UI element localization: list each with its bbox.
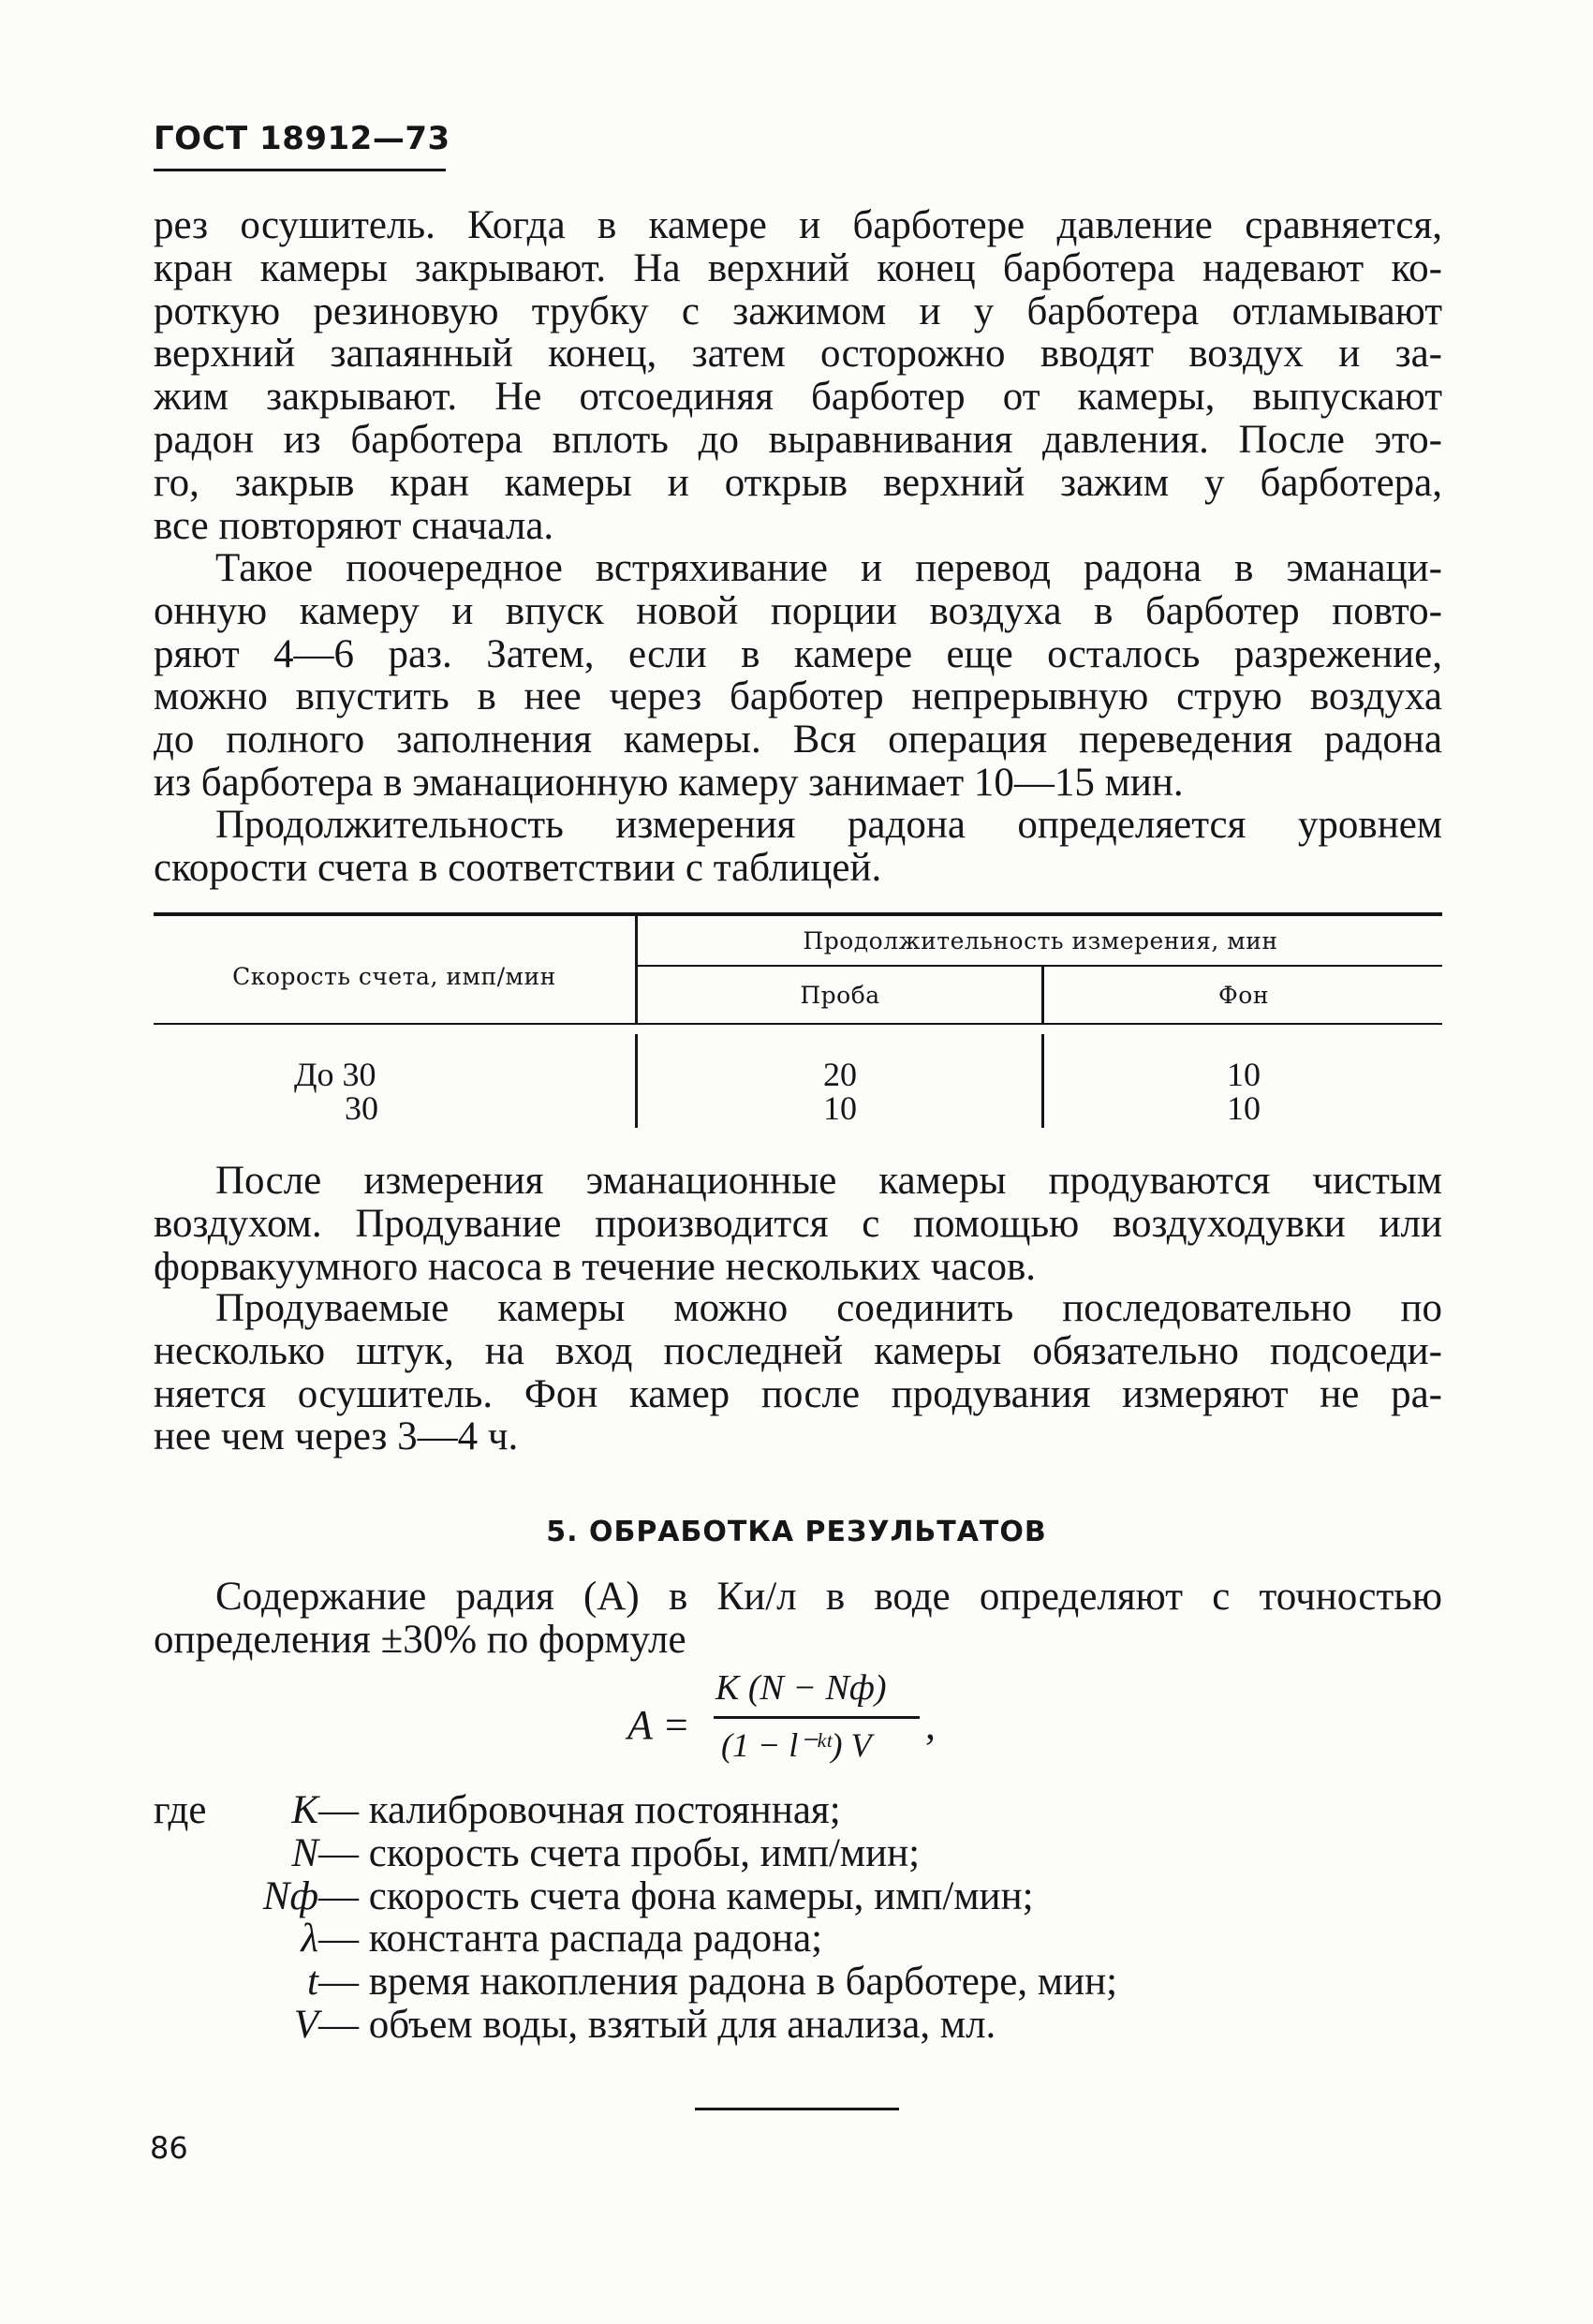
table-cell-rate: 30: [345, 1089, 378, 1127]
definition-item: [154, 1832, 1442, 1875]
radium-formula: [627, 1667, 965, 1780]
symbol-definitions: [154, 1789, 1442, 2047]
paragraph-6: [154, 1576, 1442, 1662]
where-label: где: [154, 1788, 207, 1832]
table-cell-sample: 20: [823, 1056, 857, 1093]
text-line: Содержание радия (А) в Ки/л в воде определяют с точностью: [215, 1575, 1442, 1619]
text-line: ряют 4—6 раз. Затем, если в камере еще осталось разрежение,: [154, 631, 1442, 676]
text-line: форвакуумного насоса в течение нескольких часов.: [154, 1244, 1037, 1289]
text-line: верхний запаянный конец, затем осторожно вводят воздух и за-: [154, 332, 1442, 377]
definition-text: — константа распада радона;: [318, 1917, 823, 1961]
text-line: После измерения эманационные камеры продуваются чистым: [215, 1159, 1442, 1203]
text-line: няется осушитель. Фон камер после продувания измеряют не ра-: [154, 1371, 1442, 1416]
definition-text: — калибровочная постоянная;: [318, 1788, 841, 1832]
text-line: несколько штук, на вход последней камеры обязательно подсоеди-: [154, 1328, 1442, 1373]
text-line: Продолжительность измерения радона определяется уровнем: [215, 803, 1442, 847]
document-header: ГОСТ 18912—73: [154, 120, 450, 157]
table-cell-background: 10: [1227, 1089, 1261, 1127]
formula-numerator: K (N − Nф): [715, 1668, 887, 1708]
definition-text: — скорость счета фона камеры, имп/мин;: [318, 1873, 1034, 1918]
definition-item: [154, 1961, 1442, 2004]
text-line: онную камеру и впуск новой порции воздуха в барботер повто-: [154, 588, 1442, 633]
definition-item: [154, 2004, 1442, 2047]
definition-item: [154, 1789, 1442, 1832]
text-line: скорости счета в соответствии с таблицей.: [154, 845, 882, 890]
definition-text: — время накопления радона в барботере, мин;: [318, 1960, 1118, 2005]
table-group-rule: [637, 965, 1442, 967]
table-header-rule: [154, 1023, 1442, 1025]
table-header-background: Фон: [1218, 982, 1269, 1009]
paragraph-3: [154, 804, 1442, 890]
definition-symbol: λ: [301, 1917, 318, 1961]
section-title: 5. ОБРАБОТКА РЕЗУЛЬТАТОВ: [546, 1516, 1047, 1548]
table-column-divider: [635, 916, 638, 1023]
table-column-divider: [1041, 967, 1044, 1023]
measurement-duration-table: [154, 912, 1442, 1128]
page-number: 86: [150, 2130, 188, 2166]
definition-text: — объем воды, взятый для анализа, мл.: [318, 2002, 996, 2047]
table-cell-background: 10: [1227, 1056, 1261, 1093]
text-line: го, закрыв кран камеры и открыв верхний зажим у барботера,: [154, 460, 1442, 505]
text-line: радон из барботера вплоть до выравнивания давления. После это-: [154, 417, 1442, 462]
text-line: из барботера в эманационную камеру занимает 10—15 мин.: [154, 760, 1184, 805]
table-top-rule: [154, 912, 1442, 916]
text-line: все повторяют сначала.: [154, 503, 554, 548]
table-header-rate: Скорость счета, имп/мин: [232, 963, 556, 990]
text-line: Такое поочередное встряхивание и перевод радона в эманаци-: [215, 546, 1442, 590]
table-cell-sample: 10: [823, 1089, 857, 1127]
header-underline: [154, 169, 446, 171]
definition-item: [154, 1917, 1442, 1961]
footer-separator: [695, 2108, 899, 2110]
text-line: кран камеры закрывают. На верхний конец барботера надевают ко-: [154, 245, 1442, 290]
text-line: роткую резиновую трубку с зажимом и у барботера отламывают: [154, 289, 1442, 333]
text-line: можно впустить в нее через барботер непрерывную струю воздуха: [154, 674, 1442, 719]
text-line: определения ±30% по формуле: [154, 1617, 686, 1662]
paragraph-4: [154, 1160, 1442, 1288]
text-line: нее чем через 3—4 ч.: [154, 1414, 519, 1459]
paragraph-1: [154, 204, 1442, 547]
text-line: рез осушитель. Когда в камере и барботере давление сравняется,: [154, 203, 1442, 247]
table-header-sample: Проба: [800, 982, 880, 1009]
text-line: жим закрывают. Не отсоединяя барботер от камеры, выпускают: [154, 375, 1442, 420]
table-header-duration: Продолжительность измерения, мин: [803, 927, 1278, 955]
fraction-bar: [714, 1716, 920, 1719]
formula-comma: ,: [925, 1702, 936, 1748]
definition-item: [154, 1875, 1442, 1918]
table-column-divider: [635, 1034, 638, 1128]
definition-symbol: K: [291, 1788, 318, 1832]
definition-symbol: Nф: [262, 1873, 318, 1918]
formula-denominator: (1 − l⁻ᵏᵗ) V: [721, 1726, 872, 1764]
definition-symbol: N: [291, 1830, 318, 1875]
definition-text: — скорость счета пробы, имп/мин;: [318, 1830, 921, 1875]
definition-symbol: t: [307, 1960, 318, 2005]
text-line: Продуваемые камеры можно соединить последовательно по: [215, 1286, 1442, 1330]
definition-symbol: V: [293, 2002, 318, 2047]
paragraph-2: [154, 547, 1442, 805]
text-line: воздухом. Продувание производится с помощью воздуходувки или: [154, 1201, 1442, 1246]
text-line: до полного заполнения камеры. Вся операция переведения радона: [154, 718, 1442, 762]
table-cell-rate: До 30: [294, 1056, 376, 1093]
table-column-divider: [1041, 1034, 1044, 1128]
paragraph-5: [154, 1287, 1442, 1458]
formula-lhs: A =: [627, 1702, 690, 1748]
